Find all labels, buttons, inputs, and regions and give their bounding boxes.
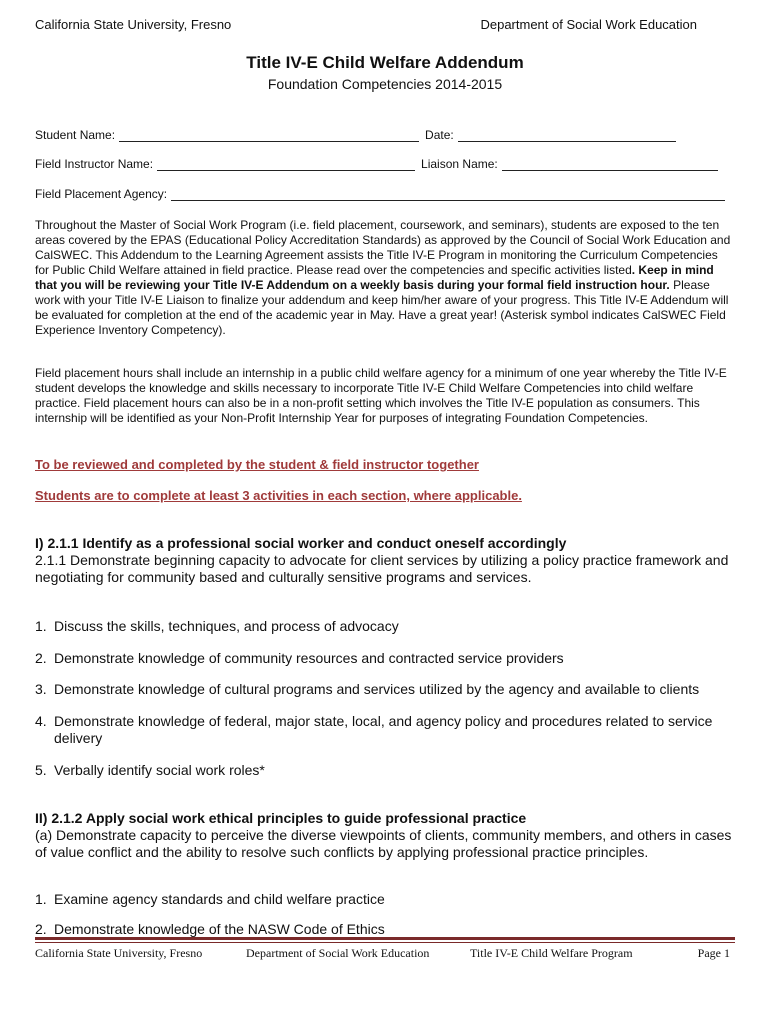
- header-department: Department of Social Work Education: [480, 17, 697, 32]
- review-notice: To be reviewed and completed by the student & field instructor together: [35, 457, 479, 472]
- footer-page-number: Page 1: [697, 946, 730, 960]
- page-title: Title IV-E Child Welfare Addendum: [246, 53, 524, 72]
- section-1-description: 2.1.1 Demonstrate beginning capacity to advocate for client services by utilizing a policy practice framework and negotiating for community based and culturally sensitive programs and services.: [35, 552, 729, 585]
- item-text: Demonstrate knowledge of the NASW Code of Ethics: [54, 921, 385, 937]
- item-text: Demonstrate knowledge of community resources and contracted service providers: [54, 650, 564, 666]
- list-item: [35, 618, 735, 635]
- agency-row: [35, 187, 725, 201]
- student-name-row: [35, 128, 676, 142]
- item-number: 1.: [35, 618, 47, 634]
- list-item: [35, 762, 735, 779]
- intro-paragraph: [35, 218, 735, 338]
- footer-divider-thin: [35, 942, 735, 943]
- page-subtitle: Foundation Competencies 2014-2015: [267, 76, 503, 92]
- placement-paragraph: Field placement hours shall include an internship in a public child welfare agency for a minimum of one year whereby the Title IV-E student develops the knowledge and skills necessary to incorporate Title IV-E Child Welfare Competencies into child welfare practice. Field placement hours can also be in a non-profit setting which involves the Title IV-E population as consumers. This internship will be identified as your Non-Profit Internship Year for purposes of integrating Foundation Competencies.: [35, 366, 727, 425]
- student-name-blank[interactable]: [119, 129, 419, 142]
- footer-department: Department of Social Work Education: [246, 946, 430, 960]
- intro-bold-text: . Keep in mind that you will be reviewing your Title IV-E Addendum on a weekly basis during your formal field instruction hour.: [35, 263, 714, 292]
- liaison-label: Liaison Name:: [421, 157, 498, 171]
- agency-label: Field Placement Agency:: [35, 187, 168, 201]
- list-item: [35, 921, 735, 938]
- liaison-blank[interactable]: [502, 158, 718, 171]
- footer-divider-thick: [35, 937, 735, 940]
- field-instructor-label: Field Instructor Name:: [35, 157, 154, 171]
- agency-blank[interactable]: [171, 188, 725, 201]
- item-text: Discuss the skills, techniques, and process of advocacy: [54, 618, 399, 634]
- section-2-header: [35, 810, 735, 861]
- section-2-heading: II) 2.1.2 Apply social work ethical principles to guide professional practice: [35, 810, 527, 826]
- item-text: Demonstrate knowledge of cultural programs and services utilized by the agency and available to clients: [54, 681, 700, 697]
- item-number: 5.: [35, 762, 47, 778]
- footer-program: Title IV-E Child Welfare Program: [470, 946, 633, 960]
- field-instructor-blank[interactable]: [157, 158, 415, 171]
- item-text: Demonstrate knowledge of federal, major state, local, and agency policy and procedures related to service delivery: [54, 713, 713, 746]
- list-item: [35, 713, 735, 747]
- list-item: [35, 650, 735, 667]
- list-item: [35, 681, 735, 698]
- intro-text-1: Throughout the Master of Social Work Program (i.e. field placement, coursework, and seminars), students are exposed to the ten areas covered by the EPAS (Educational Policy Accreditation Standards) as approved by the Council of Social Work Education and CalSWEC. This Addendum to the Learning Agreement assists the Title IV-E Program in monitoring the Curriculum Competencies for Public Child Welfare attained in field practice. Please read over the competencies and specific activities listed: [35, 218, 731, 277]
- section-2-description: (a) Demonstrate capacity to perceive the diverse viewpoints of clients, community members, and others in cases of value conflict and the ability to resolve such conflicts by applying professional practice principles.: [35, 827, 732, 860]
- header-university: California State University, Fresno: [35, 17, 232, 32]
- field-instructor-row: [35, 157, 718, 171]
- item-number: 3.: [35, 681, 47, 697]
- footer-university: California State University, Fresno: [35, 946, 203, 960]
- activities-notice: Students are to complete at least 3 activities in each section, where applicable.: [35, 488, 522, 503]
- item-number: 4.: [35, 713, 47, 729]
- section-1-heading: I) 2.1.1 Identify as a professional social worker and conduct oneself accordingly: [35, 535, 567, 551]
- date-label: Date:: [425, 128, 454, 142]
- student-name-label: Student Name:: [35, 128, 116, 142]
- item-number: 2.: [35, 650, 47, 666]
- item-text: Verbally identify social work roles*: [54, 762, 265, 778]
- item-number: 1.: [35, 891, 47, 907]
- intro-text-2: Please work with your Title IV-E Liaison to finalize your addendum and keep him/her aware of your progress. This Title IV-E Addendum will be evaluated for completion at the end of the academic year in May. Have a great year! (Asterisk symbol indicates CalSWEC Field Experience Inventory Competency).: [35, 278, 729, 337]
- date-blank[interactable]: [458, 129, 676, 142]
- section-1-header: [35, 535, 735, 586]
- item-number: 2.: [35, 921, 47, 937]
- list-item: [35, 891, 735, 908]
- item-text: Examine agency standards and child welfare practice: [54, 891, 385, 907]
